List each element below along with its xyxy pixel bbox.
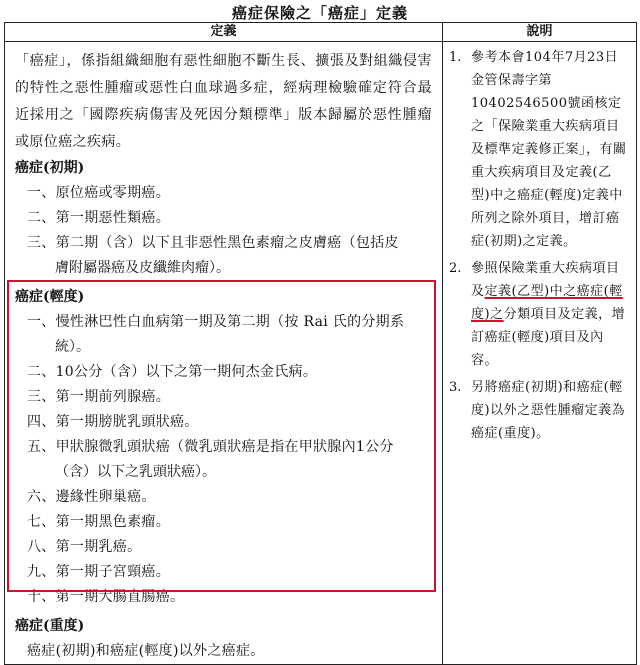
note-text: 另將癌症(初期)和癌症(輕度)以外之惡性腫瘤定義為癌症(重度)。 xyxy=(471,380,626,441)
definition-table xyxy=(4,22,637,665)
early-item-2: 二、第一期惡性類癌。 xyxy=(27,210,170,226)
definition-cell xyxy=(5,42,443,665)
mild-heading: 癌症(輕度) xyxy=(15,289,85,305)
early-item-3-cont: 膚附屬器癌及皮纖維肉瘤）。 xyxy=(55,260,230,276)
underlined-text: 定義(乙型)中之癌症(輕度)之 xyxy=(471,284,623,322)
mild-item-1: 一、慢性淋巴性白血病第一期及第二期（按 Rai 氏的分期系 xyxy=(27,314,405,330)
severe-heading: 癌症(重度) xyxy=(15,618,85,634)
notes-column-header: 說明 xyxy=(443,23,637,42)
note-number: 2. xyxy=(449,261,462,276)
intro-paragraph: 「癌症」，係指組織細胞有惡性細胞不斷生長、擴張及對組織侵害的特性之惡性腫瘤或惡性白血球過多症，經病理檢驗確定符合最近採用之「國際疾病傷害及死因分類標準」版本歸屬於惡性腫瘤或原位癌之疾病。 xyxy=(15,53,432,150)
note-text-part: 分類項目及定義，增訂癌症(輕度)項目及內容。 xyxy=(471,307,626,368)
early-item-1: 一、原位癌或零期癌。 xyxy=(27,185,170,201)
mild-item-9: 九、第一期子宮頸癌。 xyxy=(27,564,170,580)
page-title: 癌症保險之「癌症」定義 xyxy=(231,4,408,22)
mild-item-7: 七、第一期黑色素瘤。 xyxy=(27,514,170,530)
note-text xyxy=(471,257,630,372)
note-number: 3. xyxy=(449,380,462,395)
mild-item-5: 五、甲狀腺微乳頭狀癌（微乳頭狀癌是指在甲狀腺內1公分 xyxy=(27,439,394,455)
mild-item-3: 三、第一期前列腺癌。 xyxy=(27,389,170,405)
mild-item-5-cont: （含）以下之乳頭狀癌）。 xyxy=(55,464,216,480)
mild-item-1-cont: 統）。 xyxy=(55,339,90,355)
mild-item-8: 八、第一期乳癌。 xyxy=(27,539,142,555)
severe-text: 癌症(初期)和癌症(輕度)以外之癌症。 xyxy=(27,643,265,659)
notes-cell xyxy=(443,42,637,665)
early-item-3: 三、第二期（含）以下且非惡性黑色素瘤之皮膚癌（包括皮 xyxy=(27,235,399,251)
early-heading: 癌症(初期) xyxy=(15,160,85,176)
definition-column-header: 定義 xyxy=(5,23,443,42)
note-number: 1. xyxy=(449,50,462,65)
mild-item-2: 二、10公分（含）以下之第一期何杰金氏病。 xyxy=(27,364,318,380)
note-text-part: 參照保險業重大疾病項目及 xyxy=(471,261,620,299)
note-3 xyxy=(449,376,630,445)
note-2 xyxy=(449,257,630,372)
mild-item-6: 六、邊緣性卵巢癌。 xyxy=(27,489,156,505)
note-1 xyxy=(449,46,630,253)
mild-item-10: 十、第一期大腸直腸癌。 xyxy=(27,589,185,605)
mild-item-4: 四、第一期膀胱乳頭狀癌。 xyxy=(27,414,199,430)
note-text: 參考本會104年7月23日金管保壽字第10402546500號函核定之「保險業重大疾病項目及標準定義修正案」，有關重大疾病項目及定義(乙型)中之癌症(輕度)定義中所列之除外項目，增訂癌症(初期)之定義。 xyxy=(471,50,627,249)
